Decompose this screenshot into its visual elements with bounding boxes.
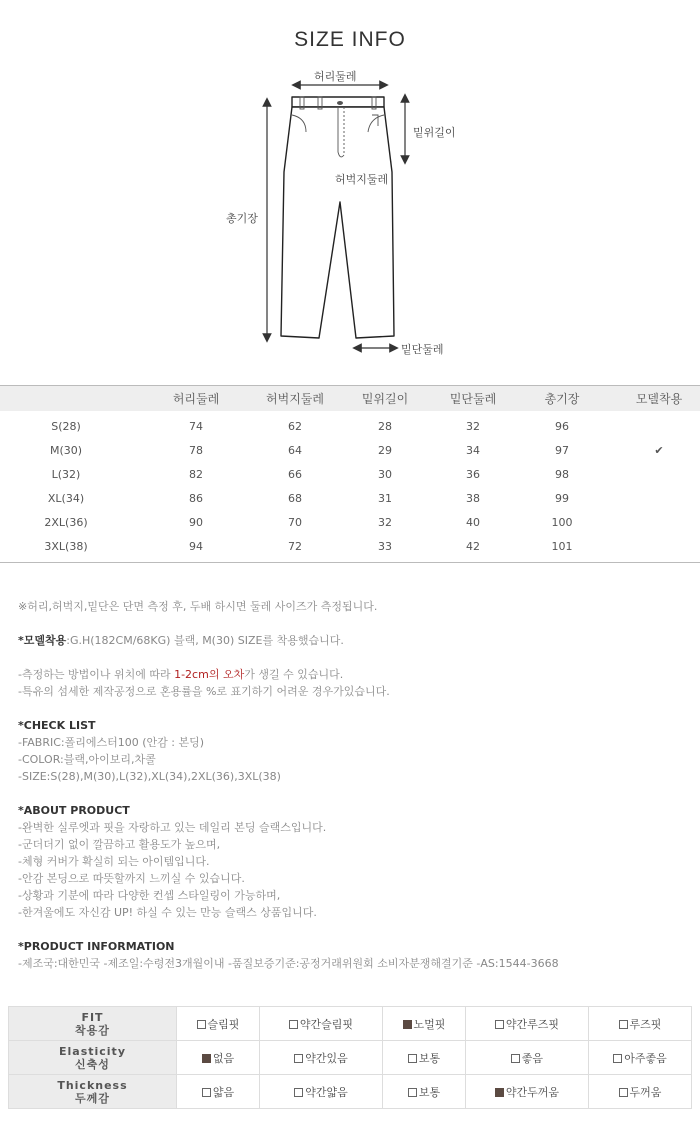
waist-cell: 90 xyxy=(189,516,203,529)
size-cell: 2XL(36) xyxy=(44,516,88,529)
header-size xyxy=(0,386,132,411)
table-row xyxy=(0,487,700,511)
rise-cell: 29 xyxy=(378,444,392,457)
model-cell xyxy=(618,487,700,511)
product-info-text: -제조국:대한민국 -제조일:수령전3개월이내 -품질보증기준:공정거래위원회 소비자분쟁해결기준 -AS:1544-3668 xyxy=(18,957,559,970)
fabric-ratio-note: -특유의 섬세한 제작공정으로 혼용률을 %로 표기하기 어려운 경우가있습니다. xyxy=(18,685,390,698)
checkbox-icon xyxy=(619,1020,628,1029)
size-cell: 3XL(38) xyxy=(44,539,88,553)
size-table-header xyxy=(0,386,700,411)
fit-option xyxy=(259,1007,382,1041)
option-label: 두꺼움 xyxy=(629,1085,662,1099)
length-cell: 97 xyxy=(555,444,569,457)
table-row xyxy=(0,411,700,439)
model-wear-note xyxy=(18,632,688,649)
waist-cell: 82 xyxy=(189,468,203,481)
checkbox-icon xyxy=(294,1054,303,1063)
rise-cell: 31 xyxy=(378,492,392,505)
error-note-post: 가 생길 수 있습니다. xyxy=(244,668,344,681)
about-product-item: -상황과 기분에 따라 다양한 컨셉 스타일링이 가능하며, xyxy=(18,889,281,902)
check-list-item: -COLOR:블랙,아이보리,차콜 xyxy=(18,753,156,766)
checkbox-icon xyxy=(197,1020,206,1029)
thigh-label: 허벅지둘레 xyxy=(335,173,389,186)
length-cell: 98 xyxy=(555,468,569,481)
checkbox-icon xyxy=(294,1088,303,1097)
thickness-label-ko: 두께감 xyxy=(75,1091,110,1105)
table-row xyxy=(0,439,700,463)
error-note-highlight: 1-2cm의 오차 xyxy=(174,668,245,681)
option-label: 루즈핏 xyxy=(629,1017,662,1031)
thickness-row xyxy=(9,1075,692,1109)
checkbox-icon xyxy=(408,1088,417,1097)
elasticity-option xyxy=(382,1041,465,1075)
size-cell: M(30) xyxy=(49,444,83,457)
thickness-option xyxy=(259,1075,382,1109)
checkbox-icon xyxy=(619,1088,628,1097)
error-note xyxy=(18,666,688,683)
checkbox-icon xyxy=(202,1088,211,1097)
product-info-heading: *PRODUCT INFORMATION xyxy=(18,940,175,953)
waist-cell: 74 xyxy=(189,420,203,433)
about-product-item: -한겨울에도 자신감 UP! 하실 수 있는 만능 슬랙스 상품입니다. xyxy=(18,906,317,919)
hem-cell: 40 xyxy=(466,516,480,529)
checkbox-icon xyxy=(408,1054,417,1063)
checked-box-icon xyxy=(202,1054,211,1063)
pants-illustration xyxy=(0,60,700,370)
rise-label: 밑위길이 xyxy=(413,126,456,139)
thickness-option xyxy=(177,1075,260,1109)
fit-label-ko: 착용감 xyxy=(75,1023,110,1037)
model-wear-text: :G.H(182CM/68KG) 블랙, M(30) SIZE를 착용했습니다. xyxy=(66,634,344,647)
elasticity-label-en: Elasticity xyxy=(58,1044,126,1058)
elasticity-label-ko: 신축성 xyxy=(75,1057,110,1071)
model-wear-heading: *모델착용 xyxy=(18,634,67,647)
option-label: 얇음 xyxy=(212,1085,235,1099)
check-list-item: -FABRIC:폴리에스터100 (안감 : 본딩) xyxy=(18,736,205,749)
length-label: 총기장 xyxy=(226,212,258,225)
option-label: 보통 xyxy=(418,1051,441,1065)
checkbox-icon xyxy=(511,1054,520,1063)
thickness-label xyxy=(9,1075,177,1109)
rise-cell: 28 xyxy=(378,420,392,433)
elasticity-option xyxy=(465,1041,588,1075)
elasticity-option xyxy=(177,1041,260,1075)
checked-box-icon xyxy=(495,1088,504,1097)
thigh-cell: 66 xyxy=(288,468,302,481)
fit-option xyxy=(465,1007,588,1041)
model-cell xyxy=(618,511,700,535)
thigh-cell: 62 xyxy=(288,420,302,433)
size-cell: S(28) xyxy=(51,420,81,433)
option-label: 약간있음 xyxy=(305,1051,348,1065)
table-row xyxy=(0,535,700,563)
option-label: 좋음 xyxy=(521,1051,544,1065)
model-cell xyxy=(618,535,700,563)
size-table xyxy=(0,385,700,563)
thickness-option xyxy=(465,1075,588,1109)
about-product-heading: *ABOUT PRODUCT xyxy=(18,804,130,817)
thigh-cell: 64 xyxy=(288,444,302,457)
hem-label: 밑단둘레 xyxy=(401,343,444,356)
hem-cell: 34 xyxy=(466,444,480,457)
error-note-pre: -측정하는 방법이나 위치에 따라 xyxy=(18,668,175,681)
model-cell xyxy=(618,463,700,487)
checkbox-icon xyxy=(289,1020,298,1029)
waist-cell: 86 xyxy=(189,492,203,505)
header-hem: 밑단둘레 xyxy=(440,386,506,411)
length-cell: 96 xyxy=(555,420,569,433)
fit-label-en: FIT xyxy=(81,1010,104,1024)
option-label: 약간루즈핏 xyxy=(505,1017,559,1031)
thickness-option xyxy=(588,1075,691,1109)
fit-row xyxy=(9,1007,692,1041)
hem-cell: 42 xyxy=(466,539,480,553)
option-label: 노멀핏 xyxy=(413,1017,446,1031)
check-list-item: -SIZE:S(28),M(30),L(32),XL(34),2XL(36),3XL(38) xyxy=(18,770,281,783)
table-row xyxy=(0,463,700,487)
rise-cell: 33 xyxy=(378,539,392,553)
elasticity-option xyxy=(588,1041,691,1075)
option-label: 약간슬림핏 xyxy=(299,1017,354,1031)
product-notes xyxy=(18,598,688,972)
option-label: 슬림핏 xyxy=(207,1017,240,1031)
option-label: 약간두꺼움 xyxy=(505,1085,559,1099)
measure-note: ※허리,허벅지,밑단은 단면 측정 후, 두배 하시면 둘레 사이즈가 측정됩니다. xyxy=(18,600,378,613)
waist-label: 허리둘레 xyxy=(314,70,357,83)
checkbox-icon xyxy=(613,1054,622,1063)
pants-diagram xyxy=(0,60,700,370)
thigh-cell: 72 xyxy=(288,539,302,553)
fit-option xyxy=(382,1007,465,1041)
header-thigh: 허벅지둘레 xyxy=(260,386,330,411)
about-product-item: -군더더기 없이 깔끔하고 활용도가 높으며, xyxy=(18,838,221,851)
fit-table xyxy=(8,1006,692,1109)
header-model: 모델착용 xyxy=(618,386,700,411)
hem-cell: 36 xyxy=(466,468,480,481)
thickness-option xyxy=(382,1075,465,1109)
header-waist: 허리둘레 xyxy=(132,386,260,411)
fit-label xyxy=(9,1007,177,1041)
fit-option xyxy=(177,1007,260,1041)
checkbox-icon xyxy=(495,1020,504,1029)
check-list-heading: *CHECK LIST xyxy=(18,719,96,732)
page-title: SIZE INFO xyxy=(294,28,406,51)
rise-cell: 30 xyxy=(378,468,392,481)
option-label: 아주좋음 xyxy=(624,1051,667,1065)
size-cell: XL(34) xyxy=(47,492,85,505)
header-rise: 밑위길이 xyxy=(330,386,440,411)
elasticity-option xyxy=(259,1041,382,1075)
elasticity-row xyxy=(9,1041,692,1075)
fit-option xyxy=(588,1007,691,1041)
header-length: 총기장 xyxy=(506,386,618,411)
hem-cell: 38 xyxy=(466,492,480,505)
elasticity-label xyxy=(9,1041,177,1075)
length-cell: 101 xyxy=(551,539,573,553)
about-product-item: -안감 본딩으로 따뜻할까지 느끼실 수 있습니다. xyxy=(18,872,245,885)
waist-cell: 78 xyxy=(189,444,203,457)
size-cell: L(32) xyxy=(51,468,81,481)
rise-cell: 32 xyxy=(378,516,392,529)
about-product-item: -체형 커버가 확실히 되는 아이템입니다. xyxy=(18,855,210,868)
model-cell xyxy=(618,411,700,439)
checked-box-icon xyxy=(403,1020,412,1029)
table-row xyxy=(0,511,700,535)
hem-cell: 32 xyxy=(466,420,480,433)
option-label: 약간얇음 xyxy=(305,1085,348,1099)
length-cell: 100 xyxy=(551,516,573,529)
waist-cell: 94 xyxy=(189,539,203,553)
thigh-cell: 68 xyxy=(288,492,302,505)
option-label: 보통 xyxy=(418,1085,441,1099)
thickness-label-en: Thickness xyxy=(57,1078,128,1092)
option-label: 없음 xyxy=(212,1051,235,1065)
about-product-item: -완벽한 실루엣과 핏을 자랑하고 있는 데일리 본딩 슬랙스입니다. xyxy=(18,821,327,834)
model-check-icon: ✔ xyxy=(654,444,664,457)
thigh-cell: 70 xyxy=(288,516,302,529)
length-cell: 99 xyxy=(555,492,569,505)
